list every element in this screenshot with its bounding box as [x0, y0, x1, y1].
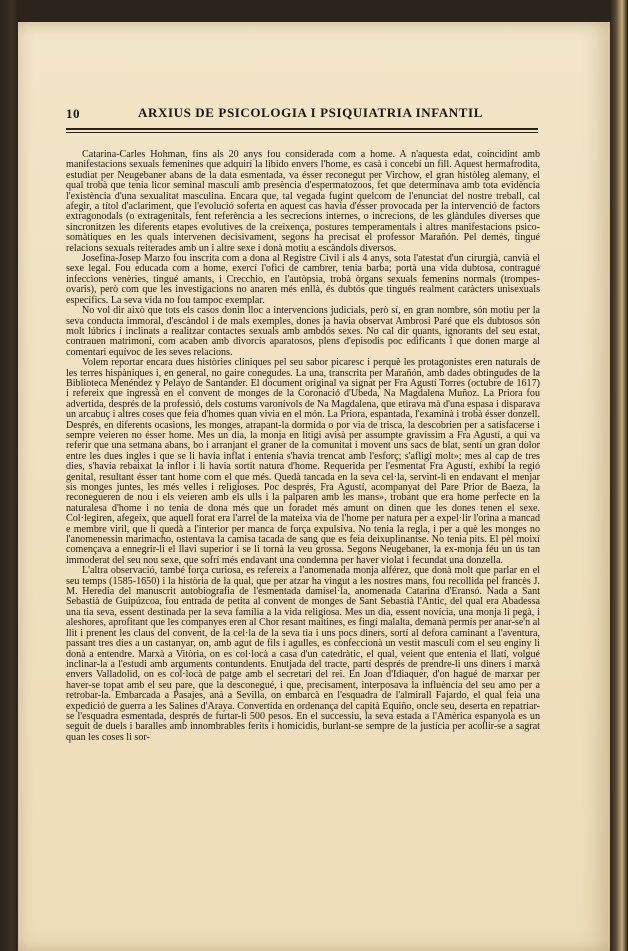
- running-header: [66, 104, 538, 130]
- paragraph-hohman: Catarina-Carles Hohman, fins als 20 anys fou considerada com a home. A n'aquesta edat, coincidint amb manifestacions sexuals femenines que adquirí la libido envers l'home, es casà i concebí un fill. Aquest hermafrodita, estudiat per Neugebaner abans de la data esmentada, va ésser reconegut per Virchow, el gran històleg alemany, el qual trobà que tenia licor seminal masculí amb presència d'espermatozoos, fet que determinava amb tota evidència l'existència d'una sexualitat masculina. Encara que, tal vegada fugint quelcom de l'enunciat del nostre treball, cal afegir, a títol d'aclariment, que l'evolució soferta en aquest cas havia d'ésser provocada per la intervenció de factors extragonodals (o extragenitals, fent referència a les secrecions internes, o increcions, de les glàndules diverses que sincronitzen les diferents etapes evolutives de la creixença, postures temperamentals i altres manifestacions psico-somàtiques en les quals intervenen decisivament, segons ha precisat el professor Marañón. Pel demés, tingué relacions sexuals reiterades amb un i altre sexe i donà motiu a escàndols diversos.: [66, 150, 540, 254]
- paragraph-judicial: No vol dir això que tots els casos donin lloc a intervencions judicials, però sí, en gran nombre, són motiu per la seva conducta immoral, d'escàndol i de mals exemples, dones ja havia observat Ambrosi Paré que els dubtosos són molt lúbrics i inclinats a realitzar contactes sexuals amb ambdós sexes. No cal dir quants, ignorants del seu estat, contrauen matrimoni, com acaben amb divorcis aparatosos, plens d'episodis poc edificants i que donen marge al comentari equívoc de les seves relacions.: [66, 305, 540, 358]
- paragraph-munoz: Volem reportar encara dues històries clíniques pel seu sabor picaresc i perquè les protagonistes eren naturals de les terres hispàniques i, en general, no gaire conegudes. La una, transcrita per Marañón, amb dades obtingudes de la Biblioteca Menéndez y Pelayo de Santander. El document original va signat per Fra Agustí Torres (octubre de 1617) i refereix que ingressà en el convent de monges de la Coronació d'Ubeda, Na Magdalena Muñoz. La Priora fou advertida, després de la professió, dels costums varonívols de Na Magdalena, que etirava mà d'una espasa i disparava un arcabuç i altres coses que feia d'homes quan vivia en el món. La Priora, espantada, l'examinà i trobà ésser donzell. Després, en diferents ocasions, les monges, atrapant-la dormida o por via de trisca, la descobrien per a satisfacerse i sempre veieren no ésser home. Mes un dia, la monja en litigi avisà per assumpte gravíssim a Fra Agustí, a qui va referir que una setmana abans, bo i arranjant el graner de la comunitat i movent uns sacs de blat, sentí un gran dolor entre les dues ingles i que se li havia inflat i entenia s'havia trencat amb l'esforç; s'afligí molt»; mes al cap de tres dies, s'havia rebaixat la inflor i li havia sortit natura d'home. Requerida per l'esmentat Fra Agustí, exhibí la regió genital, resultant ésser tant home com el que més. Quedà tancada en la seva cel·la, servint-li en endavant el menjar sis monges juntes, les més velles i religioses. Poc després, Fra Agustí, acompanyat del Pare Prior de Baeza, la reconegueren de nou i els veieren amb els ulls i la palparen amb les mans», trobant que era home perfecte en la naturalesa d'home i no tenia de dona més que un foradet més amunt on dinen que les dones tenen el sexe. Col·legiren, afegeix, que aquell forat era l'arrel de la mateixa via de l'home per natura per a expel·lir l'orina a mancad e membre viril, que li quedà a l'interior per manca de força expulsiva. No tenia la regla, i per a què les monges no l'anomenessin marimacho, ostentava la camisa tacada de sang que es feia deixuplinantse. No tenia pits. El pèl moixí començava a ennegrir-li el llavi superior i se li tornà la veu grossa. Segons Neugebaner, la ex-monja féu un ús tan immoderat del seu nou sexe, que sofrí més endavant una condemna per haver violat i fecundat una donzella.: [66, 357, 540, 566]
- paragraph-marzo: Josefina-Josep Marzo fou inscrita com a dona al Registre Civil i als 4 anys, sota l'atestat d'un cirurgià, canvià el sexe legal. Fou educada com a home, exercí l'ofici de cambrer, tenia barba; portà una vida dubtosa, contragué infeccions venèries, tingué amants, i Crecchio, en l'autòpsia, trobà òrgans sexuals femenins normals (trompes-ovaris), però com que les investigacions no anaren més enllà, és dubtós que tingués realment caràcters unisexuals específics. La seva vida no fou tampoc exemplar.: [66, 253, 540, 306]
- page-number: 10: [66, 106, 80, 121]
- running-title: ARXIUS DE PSICOLOGIA I PSIQUIATRIA INFANTIL: [138, 105, 483, 120]
- body-text: [66, 150, 540, 945]
- paragraph-monja-alferez: L'altra observació, també força curiosa, es refereix a l'anomenada monja alférez, que donà molt que parlar en el seu temps (1585-1650) i la història de la qual, que per atzar ha vingut a les nostres mans, fou recollida pel francès J. M. Heredia del manuscrit autobiografia de l'esmentada damisel·la, anomenada Catarina d'Eransó. Nada a Sant Sebastià de Guipúzcoa, fou entrada de petita al convent de monges de Sant Sebastià l'Antic, del qual era Abadessa una tia seva, essent destinada per la seva família a la vida religiosa. Mes un dia, essent novícia, una monja li pegà, i aleshores, aprofitant que les companyes eren al Chor resant maitines, es fingí malalta, demanà permís per anar-se'n al llit i prenent les claus del convent, de la cel·la de la seva tia i uns pocs diners, sortí al defora caminant a l'aventura, passant tres dies a un castanyar, on, amb agut de fils i agulles, es confeccionà un vestit masculí com el seu enginy li donà a entendre. Marxà a Vitòria, on es col·locà a casa d'un catedràtic, el qual, veient que entenia el llatí, volgué inclinar-la a l'estudi amb arguments contundents. Enutjada del tracte, partí després de prendre-li uns diners i marxà envers Valladolid, on es col·locà de patge amb el secretari del rei. En Joan d'Idiaquer, d'on hagué de marxar per haver-se topat amb el seu pare, que la desconegué, i que, precisament, interposava la influència del seu amo per a retrobar-la. Embarcada a Pasajes, anà a Sevilla, on embarcà en l'esquadra de l'almirall Fajardo, el qual feia una expedició de guerra a les Salines d'Araya. Convertida en ordenança del capità Equiño, oncle seu, deserta en repatriar-se l'esquadra esmentada, després de furtar-li 500 pesos. En el successiu, la seva estada a l'Amèrica espanyola es un seguit de duels i baralles amb innombrables ferits i homicidis, burlant-se sempre de la justícia per acollir-se a sagrat quan les coses li sor-: [66, 565, 540, 743]
